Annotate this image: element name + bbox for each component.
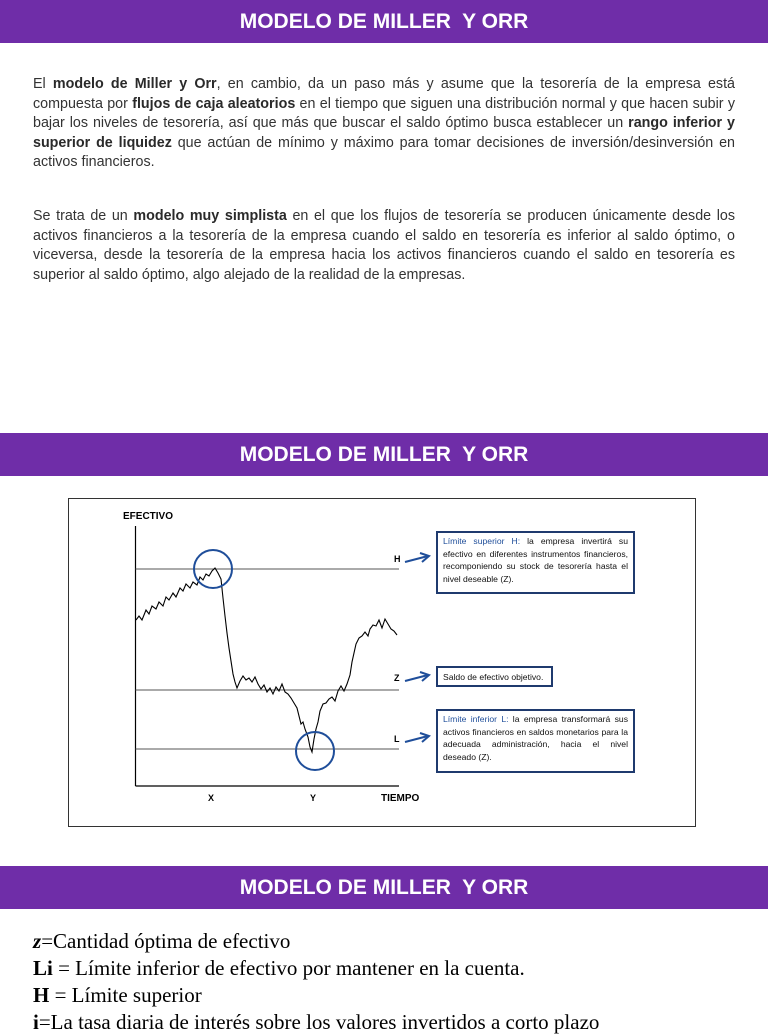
bold-term: flujos de caja aleatorios (132, 95, 296, 112)
note-upper-limit-text: la empresa invertirá su efectivo en diferentes instrumentos financieros, recomponiendo su stock de tesorería hasta el nivel deseable (Z). (443, 536, 628, 584)
paragraph-simplistic-model (33, 207, 735, 285)
legend-z-text: =Cantidad óptima de efectivo (41, 929, 291, 953)
paragraph-miller-orr-intro (33, 75, 735, 173)
arrow-to-note-h (405, 553, 429, 562)
text-run: Se trata de un (33, 208, 134, 224)
legend-z (33, 928, 738, 955)
level-label-h: H (394, 554, 401, 564)
note-upper-limit-term: Límite superior H: (443, 536, 521, 546)
legend-h-symbol: H (33, 983, 50, 1007)
legend-i (33, 1009, 738, 1036)
text-run: , en cambio, da un paso más y asume que la tesorería de la empresa está compuesta por (33, 76, 736, 112)
text-run: en el tiempo que siguen una distribución normal y que hacen subir y bajar los niveles de tesorería, así que más que buscar el saldo óptimo busca establecer un (33, 95, 735, 131)
y-axis-label: EFECTIVO (123, 511, 174, 522)
bold-term: modelo de Miller y Orr (52, 76, 217, 92)
note-target-balance-text: Saldo de efectivo objetivo. (443, 672, 544, 682)
x-axis-label: TIEMPO (381, 793, 420, 804)
slide-title-3: MODELO DE MILLER Y ORR (0, 866, 768, 909)
legend-i-text: =La tasa diaria de interés sobre los valores invertidos a corto plazo (38, 1010, 600, 1034)
note-lower-limit-term: Límite inferior L: (443, 714, 509, 724)
note-lower-limit-text: la empresa transformará sus activos financieros en saldos monetarios para la adecuada administración, hacia el nivel deseado (Z). (443, 714, 628, 762)
x-mark-y: Y (310, 793, 317, 803)
note-lower-limit (436, 709, 635, 773)
slide-title-2: MODELO DE MILLER Y ORR (0, 433, 768, 476)
cash-balance-path (136, 568, 397, 752)
legend-li-text: = Límite inferior de efectivo por mantener en la cuenta. (52, 956, 525, 980)
text-run: que actúan de mínimo y máximo para tomar decisiones de inversión/desinversión en activos financieros. (33, 134, 735, 170)
note-target-balance (436, 666, 553, 687)
legend-li (33, 955, 738, 982)
text-run: en el que los flujos de tesorería se producen únicamente desde los activos financieros a la tesorería de la empresa cuando el saldo en tesorería es inferior al saldo óptimo, o viceversa, desde la tesorería de la empresa hacia los activos financieros cuando el saldo en tesorería es superior al saldo óptimo, algo alejado de la realidad de la empresas. (33, 208, 735, 283)
arrow-to-note-l (405, 733, 429, 742)
text-run: El (33, 76, 53, 92)
legend-h (33, 982, 738, 1009)
x-mark-x: X (208, 793, 215, 803)
arrow-to-note-z (405, 672, 429, 681)
lower-touch-circle (296, 732, 334, 770)
legend-i-symbol: i (33, 1010, 39, 1034)
level-label-l: L (394, 734, 400, 744)
bold-term: rango inferior y superior de liquidez (33, 115, 735, 151)
legend-z-symbol: z (33, 929, 42, 953)
slide-title-1: MODELO DE MILLER Y ORR (0, 0, 768, 43)
bold-term: modelo muy simplista (133, 208, 287, 224)
legend-li-symbol: Li (33, 956, 53, 980)
note-upper-limit (436, 531, 635, 594)
level-label-z: Z (394, 673, 400, 683)
legend-h-text: = Límite superior (49, 983, 202, 1007)
